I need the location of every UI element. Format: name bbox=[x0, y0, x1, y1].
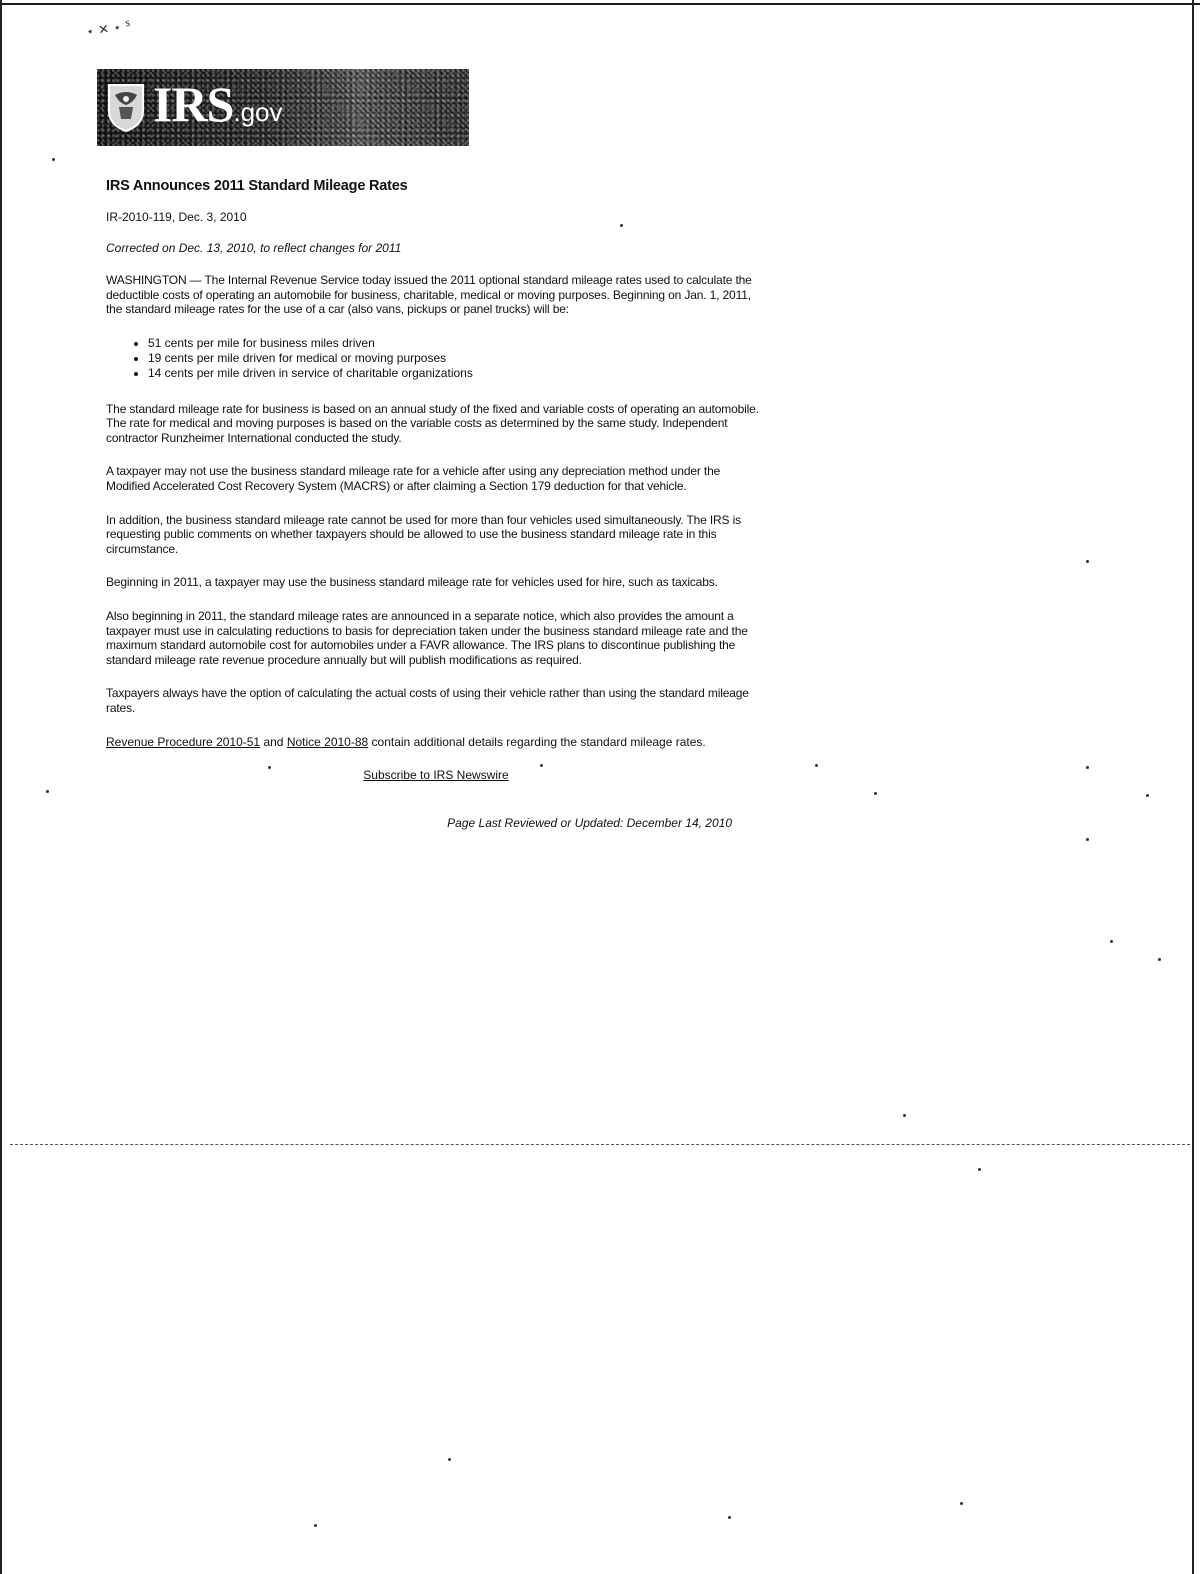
irs-gov-logo[interactable] bbox=[97, 69, 469, 146]
scan-speck bbox=[268, 766, 271, 769]
irs-eagle-seal-icon bbox=[103, 81, 149, 133]
scan-speck bbox=[874, 792, 877, 795]
scan-speck bbox=[52, 158, 55, 161]
paragraph: The standard mileage rate for business is based on an annual study of the fixed and variable costs of operating an automobile. The rate for medical and moving purposes is based on the variable costs as determined by the same study. Independent contractor Runzheimer International conducted the study. bbox=[106, 401, 759, 445]
list-item: • 51 cents per mile for business miles driven bbox=[148, 336, 766, 351]
intro-paragraph: WASHINGTON — The Internal Revenue Service today issued the 2011 optional standard mileage rates used to calculate the deductible costs of operating an automobile for business, charitable, medical or moving purposes. Beginning on Jan. 1, 2011, the standard mileage rates for the use of a car (also vans, pickups or panel trucks) will be: bbox=[106, 273, 752, 317]
links-rest-text: contain additional details regarding the standard mileage rates. bbox=[368, 734, 706, 749]
notice-link[interactable]: Notice 2010-88 bbox=[286, 734, 369, 749]
correction-note: Corrected on Dec. 13, 2010, to reflect changes for 2011 bbox=[106, 241, 402, 255]
scan-speck bbox=[903, 1114, 906, 1117]
scan-speck bbox=[978, 1168, 981, 1171]
additional-details-line bbox=[106, 735, 766, 749]
scan-speck bbox=[540, 764, 543, 767]
scan-speck bbox=[1086, 838, 1089, 841]
scan-speck bbox=[314, 1524, 317, 1527]
paragraph: Taxpayers always have the option of calculating the actual costs of using their vehicle rather than using the standard mileage rates. bbox=[106, 686, 749, 715]
list-item: • 14 cents per mile driven in service of charitable organizations bbox=[148, 366, 766, 381]
paragraph: In addition, the business standard mileage rate cannot be used for more than four vehicles used simultaneously. The IRS is requesting public comments on whether taxpayers should be allowed to use the business standard mileage rate in this circumstance. bbox=[106, 512, 741, 556]
list-item: • 19 cents per mile driven for medical or moving purposes bbox=[148, 351, 766, 366]
scan-marks: ⋆ ✕ ⋆ ᔆ bbox=[85, 18, 132, 41]
links-connector: and bbox=[260, 734, 287, 749]
article-title: IRS Announces 2011 Standard Mileage Rates bbox=[106, 178, 408, 194]
revenue-procedure-link[interactable]: Revenue Procedure 2010-51 bbox=[106, 734, 261, 749]
scan-speck bbox=[1146, 794, 1149, 797]
release-number: IR-2010-119, Dec. 3, 2010 bbox=[106, 210, 247, 224]
paragraph: Beginning in 2011, a taxpayer may use the business standard mileage rate for vehicles used for hire, such as taxicabs. bbox=[106, 575, 718, 590]
logo-wordmark bbox=[153, 75, 283, 133]
subscribe-newswire-link[interactable]: Subscribe to IRS Newswire bbox=[363, 767, 509, 782]
scan-speck bbox=[728, 1516, 731, 1519]
page-right-border bbox=[1192, 0, 1194, 1574]
scan-speck bbox=[1086, 560, 1089, 563]
scan-speck bbox=[46, 790, 49, 793]
logo-main-text: IRS bbox=[153, 76, 234, 132]
scan-speck bbox=[448, 1458, 451, 1461]
mileage-rate-list bbox=[106, 336, 766, 382]
scan-speck bbox=[1110, 940, 1113, 943]
scan-speck bbox=[815, 764, 818, 767]
page-left-border bbox=[0, 0, 2, 1574]
paragraph: A taxpayer may not use the business standard mileage rate for a vehicle after using any depreciation method under the Modified Accelerated Cost Recovery System (MACRS) or after claiming a Section 179 deduction for that vehicle. bbox=[106, 464, 721, 494]
page-top-border bbox=[0, 3, 1200, 5]
subscribe-row bbox=[106, 768, 766, 782]
paragraph: Also beginning in 2011, the standard mileage rates are announced in a separate notice, which also provides the amount a taxpayer must use in calculating reductions to basis for depreciation taken under the business standard mileage rate and the maximum standard automobile cost for automobiles under a FAVR allowance. The IRS plans to discontinue publishing the standard mileage rate revenue procedure annually but will publish modifications as required. bbox=[106, 609, 748, 667]
article bbox=[106, 178, 766, 830]
scan-speck bbox=[1086, 766, 1089, 769]
scan-speck bbox=[960, 1502, 963, 1505]
last-updated: Page Last Reviewed or Updated: December 14, 2010 bbox=[447, 815, 732, 830]
fold-divider bbox=[10, 1144, 1190, 1145]
logo-domain-text: .gov bbox=[233, 97, 283, 127]
scan-speck bbox=[620, 224, 623, 227]
scan-speck bbox=[1158, 958, 1161, 961]
